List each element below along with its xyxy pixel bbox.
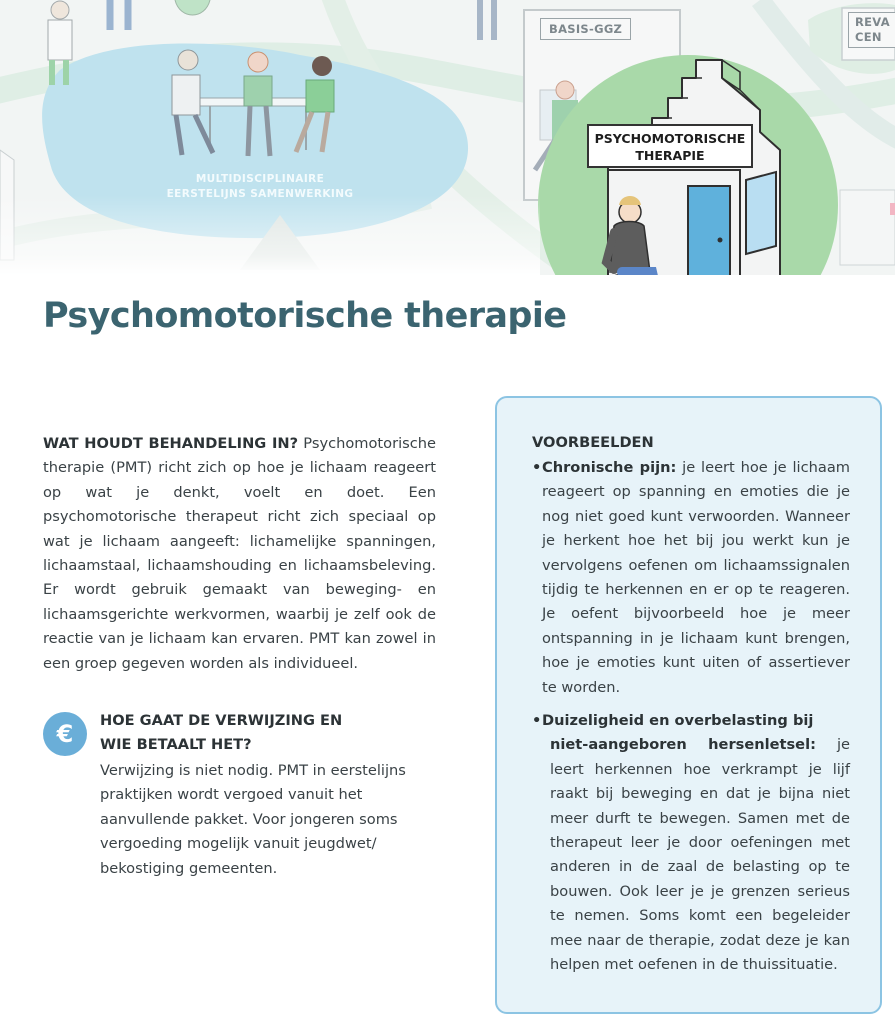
door-illustration [688, 186, 730, 275]
collaboration-label [110, 172, 410, 202]
basis-ggz-sign: BASIS-GGZ [540, 18, 631, 40]
referral-title-line2: WIE BETAALT HET? [100, 736, 252, 754]
bullet-marker: • [532, 712, 542, 729]
example-item-dizziness [542, 709, 850, 977]
collaboration-label-line1: MULTIDISCIPLINAIRE [195, 173, 325, 185]
example-paragraph [542, 733, 850, 977]
example-item-chronic-pain [542, 456, 850, 700]
referral-title-line1: HOE GAAT DE VERWIJZING EN [100, 712, 343, 729]
pmt-building-sign [587, 124, 753, 168]
reva-sign-line2: CEN [855, 30, 882, 44]
treatment-text: Psychomotorische therapie (PMT) richt zich op hoe je lichaam reageert op wat je denkt, voelt en doet. Een psychomotorische therapeut richt zich speciaal op wat je lichaam aangeeft: lichamelijke spanningen, lichaamstaal, lichaamshouding en lichaamsbeleving. Er wordt gebruik gemaakt van beweging- en lichaamsgerichte werkvormen, waarbij je zelf ook de reactie van je lichaam kan ervaren. PMT kan zowel in een groep gegeven worden als individueel. [43, 435, 436, 672]
euro-icon: € [43, 712, 87, 756]
treatment-label: WAT HOUDT BEHANDELING IN? [43, 435, 299, 452]
referral-text: Verwijzing is niet nodig. PMT in eerstelijns praktijken wordt vergoed vanuit het aanvullende pakket. Voor jongeren soms vergoeding mogelijk vanuit jeugdwet/ bekostiging gemeenten. [100, 762, 406, 877]
reva-sign [848, 12, 895, 48]
example-head-line1: Duizeligheid en overbelasting bij [542, 712, 814, 729]
example-head-line2: niet-aangeboren hersenletsel: [550, 736, 816, 754]
referral-title [100, 709, 400, 758]
example-text: je leert herkennen hoe verkrampt je lijf raakt bij beweging en dat je bijna niet meer durft te bewegen. Samen met de therapeut leer je door oefeningen met anderen in de zaal de belasting op te bouwen. Ook leer je je grenzen serieus te nemen. Soms komt een begeleider mee naar de therapie, zodat deze je kan helpen met oefenen in de thuissituatie. [550, 736, 850, 974]
example-text: je leert hoe je lichaam reageert op spanning en emoties die je nog niet goed kunt verwoorden. Wanneer je herkent hoe het bij jou werkt kun je vervolgens oefenen om lichaamssignalen tijdig te herkennen en er op te reageren. Je oefent bijvoorbeeld hoe je meer ontspanning in je lichaam kunt brengen, hoe je emoties kunt uiten of assertiever te worden. [542, 459, 850, 696]
pmt-sign-line1: PSYCHOMOTORISCHE [594, 131, 746, 146]
example-paragraph [542, 456, 850, 700]
reva-sign-line1: REVA [855, 15, 890, 29]
example-head: Chronische pijn: [542, 459, 677, 476]
illustration-scene [0, 0, 895, 275]
collaboration-label-line2: EERSTELIJNS SAMENWERKING [166, 188, 354, 200]
treatment-paragraph [43, 432, 436, 676]
bullet-marker: • [532, 459, 542, 476]
treatment-section [43, 432, 436, 676]
examples-title: VOORBEELDEN [532, 434, 654, 451]
header-illustration [0, 0, 895, 275]
page-title: Psychomotorische therapie [43, 296, 567, 336]
pmt-sign-line2: THERAPIE [635, 148, 705, 163]
